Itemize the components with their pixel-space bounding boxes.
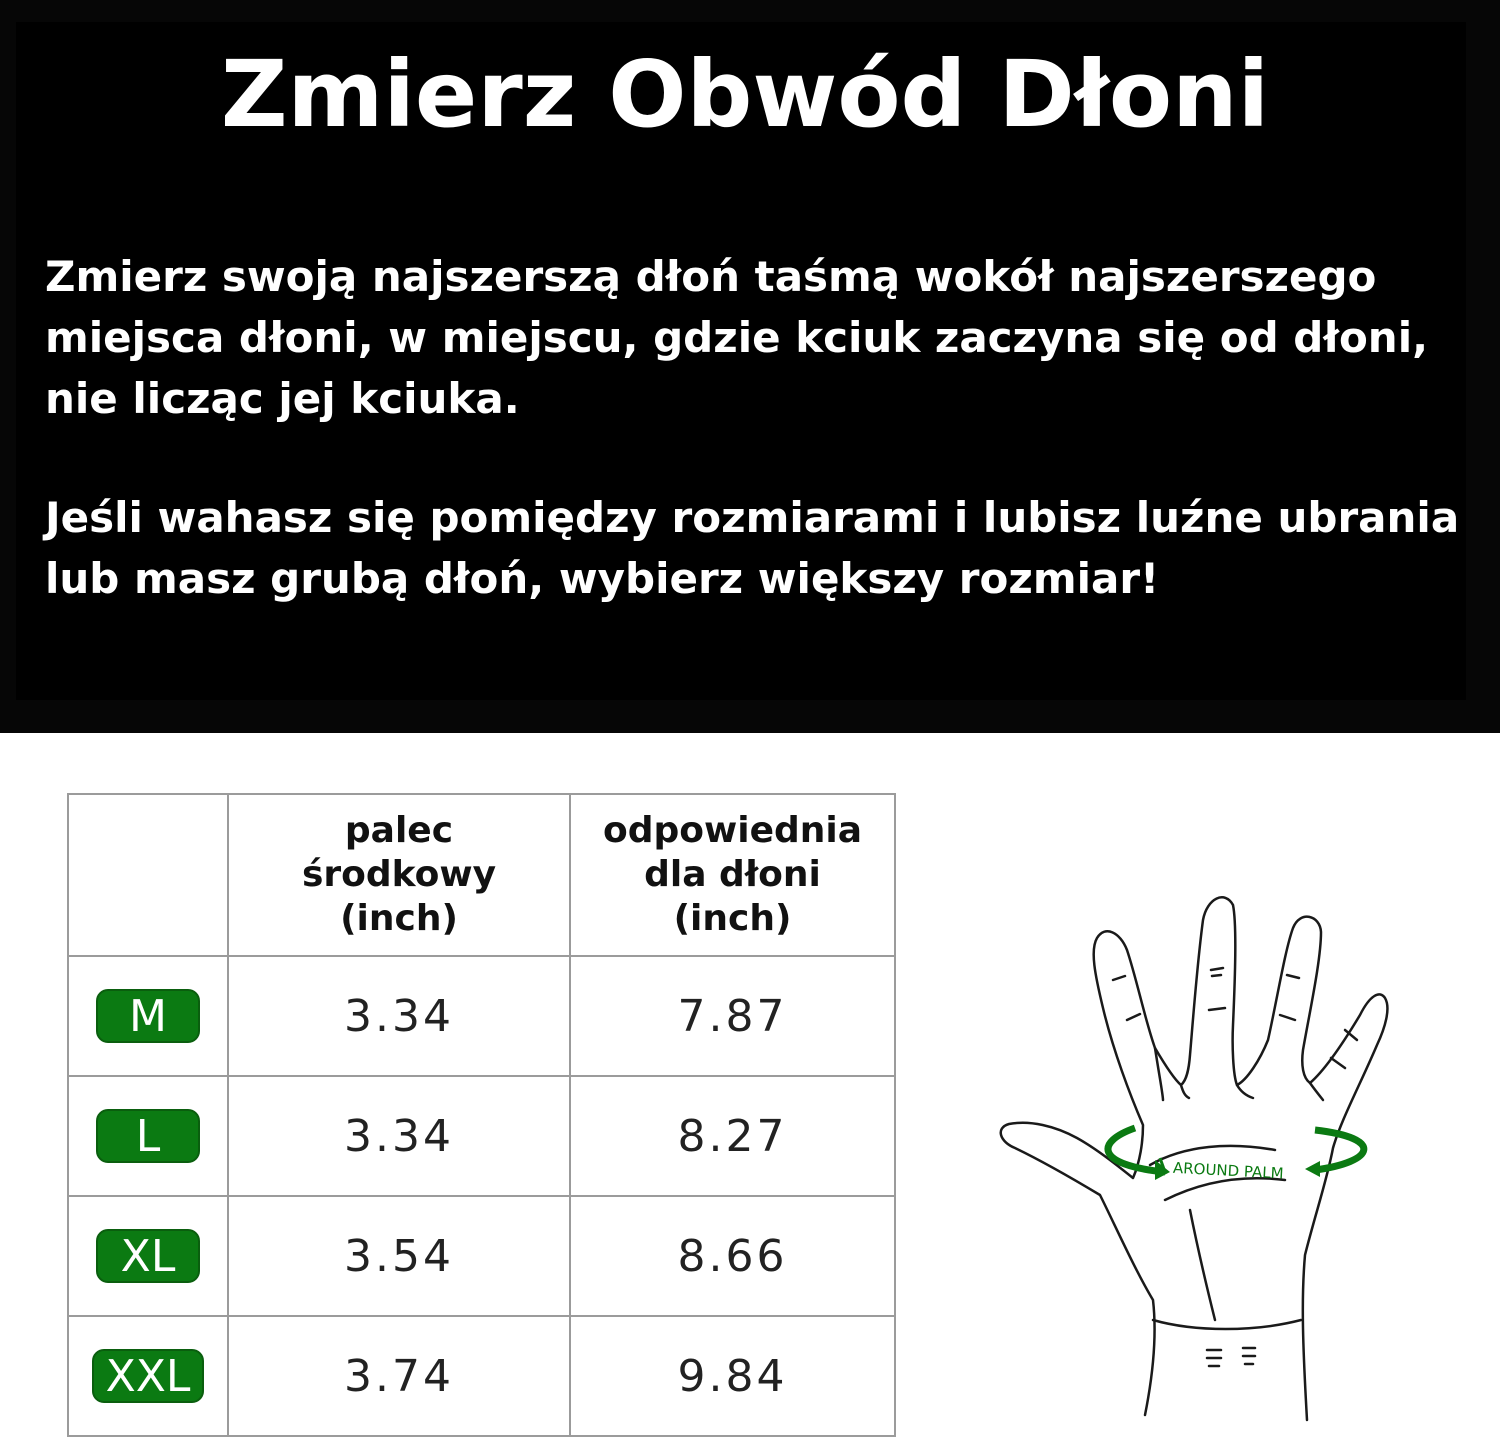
- size-badge: XL: [96, 1229, 200, 1283]
- advice-paragraph: Jeśli wahasz się pomiędzy rozmiarami i lubisz luźne ubrania lub masz grubą dłoń, wybierz większy rozmiar!: [45, 493, 1460, 603]
- palm-value: 8.66: [570, 1196, 895, 1316]
- header-middle-finger-label: palec środkowy (inch): [301, 810, 497, 939]
- size-cell: [68, 956, 228, 1076]
- header-cell-palm: [570, 794, 895, 956]
- middle-finger-value: 3.34: [228, 1076, 570, 1196]
- middle-finger-value: 3.54: [228, 1196, 570, 1316]
- size-badge: M: [96, 989, 200, 1043]
- table-header-row: [68, 794, 895, 956]
- size-cell: [68, 1196, 228, 1316]
- hand-palm-illustration: [985, 880, 1405, 1425]
- page-title: Zmierz Obwód Dłoni: [220, 41, 1270, 148]
- size-badge: XXL: [92, 1349, 204, 1403]
- table-row: [68, 1316, 895, 1436]
- header-palm-label: odpowiednia dla dłoni (inch): [602, 810, 863, 939]
- middle-finger-value: 3.34: [228, 956, 570, 1076]
- palm-value: 8.27: [570, 1076, 895, 1196]
- middle-finger-value: 3.74: [228, 1316, 570, 1436]
- size-table: [67, 793, 896, 1437]
- hand-outline: [1001, 897, 1388, 1420]
- instruction-paragraph: Zmierz swoją najszerszą dłoń taśmą wokół najszerszego miejsca dłoni, w miejscu, gdzie kciuk zaczyna się od dłoni, nie licząc jej kciuka.: [45, 252, 1429, 423]
- palm-value: 9.84: [570, 1316, 895, 1436]
- tape-label: AROUND PALM: [1172, 1158, 1285, 1183]
- table-row: [68, 956, 895, 1076]
- size-cell: [68, 1316, 228, 1436]
- palm-value: 7.87: [570, 956, 895, 1076]
- size-cell: [68, 1076, 228, 1196]
- header-cell-size: [68, 794, 228, 956]
- size-badge: L: [96, 1109, 200, 1163]
- header-cell-middle-finger: [228, 794, 570, 956]
- table-row: [68, 1196, 895, 1316]
- table-row: [68, 1076, 895, 1196]
